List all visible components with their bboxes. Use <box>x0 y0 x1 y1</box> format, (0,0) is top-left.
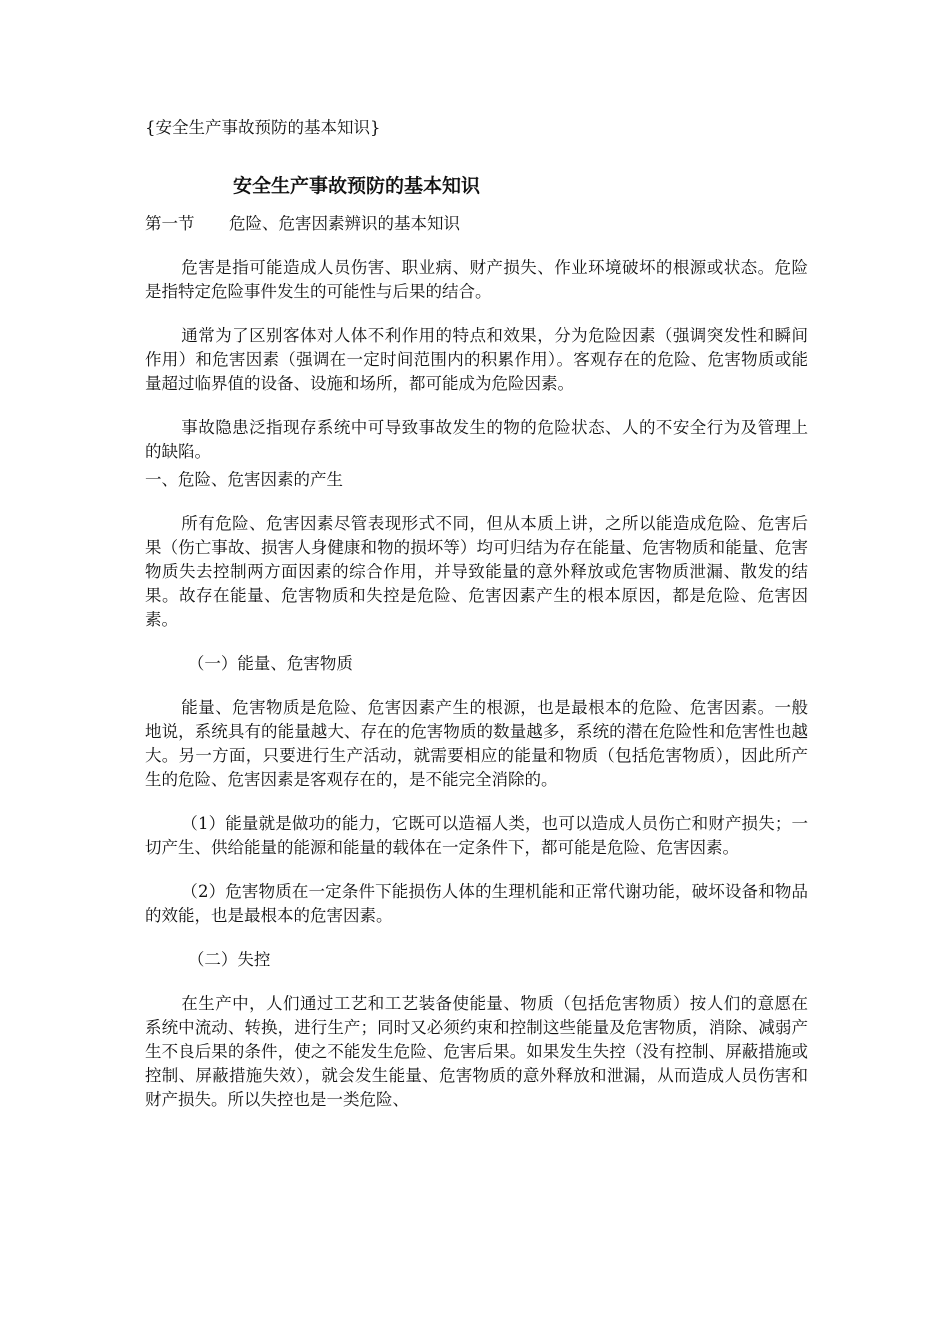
paragraph-factor-distinction: 通常为了区别客体对人体不利作用的特点和效果，分为危险因素（强调突发性和瞬间作用）和危害因素（强调在一定时间范围内的积累作用）。客观存在的危险、危害物质或能量超过临界值的设备、设施和场所，都可能成为危险因素。 <box>145 326 808 393</box>
paragraph-loss-of-control: 在生产中，人们通过工艺和工艺装备使能量、物质（包括危害物质）按人们的意愿在系统中流动、转换，进行生产；同时又必须约束和控制这些能量及危害物质，消除、减弱产生不良后果的条件，使之不能发生危险、危害后果。如果发生失控（没有控制、屏蔽措施或控制、屏蔽措施失效），就会发生能量、危害物质的意外释放和泄漏，从而造成人员伤害和财产损失。所以失控也是一类危险、 <box>145 994 808 1109</box>
paragraph-substance-item: （2）危害物质在一定条件下能损伤人体的生理机能和正常代谢功能，破坏设备和物品的效能，也是最根本的危害因素。 <box>145 882 808 925</box>
paragraph-factor-origin: 所有危险、危害因素尽管表现形式不同，但从本质上讲，之所以能造成危险、危害后果（伤亡事故、损害人身健康和物的损坏等）均可归结为存在能量、危害物质和能量、危害物质失去控制两方面因素的综合作用，并导致能量的意外释放或危害物质泄漏、散发的结果。故存在能量、危害物质和失控是危险、危害因素产生的根本原因，都是危险、危害因素。 <box>145 514 808 629</box>
paragraph-energy-substances: 能量、危害物质是危险、危害因素产生的根源，也是最根本的危险、危害因素。一般地说，系统具有的能量越大、存在的危害物质的数量越多，系统的潜在危险性和危害性也越大。另一方面，只要进行生产活动，就需要相应的能量和物质（包括危害物质），因此所产生的危险、危害因素是客观存在的，是不能完全消除的。 <box>145 698 808 789</box>
document-header-line: {安全生产事故预防的基本知识} <box>145 118 381 137</box>
paragraph-hidden-danger: 事故隐患泛指现存系统中可导致事故发生的物的危险状态、人的不安全行为及管理上的缺陷。 <box>145 418 808 461</box>
subheading-loss-of-control: （二）失控 <box>187 950 271 969</box>
document-title: 安全生产事故预防的基本知识 <box>233 175 481 197</box>
document-body <box>145 116 808 1112</box>
section-heading <box>145 212 808 236</box>
section-number: 第一节 <box>145 214 195 233</box>
heading-factor-origin: 一、危险、危害因素的产生 <box>145 470 343 489</box>
section-title: 危险、危害因素辨识的基本知识 <box>229 214 460 233</box>
paragraph-energy-item: （1）能量就是做功的能力，它既可以造福人类，也可以造成人员伤亡和财产损失；一切产生、供给能量的能源和能量的载体在一定条件下，都可能是危险、危害因素。 <box>145 814 808 857</box>
subheading-energy-substances: （一）能量、危害物质 <box>187 654 353 673</box>
paragraph-hazard-definition: 危害是指可能造成人员伤害、职业病、财产损失、作业环境破坏的根源或状态。危险是指特定危险事件发生的可能性与后果的结合。 <box>145 258 808 301</box>
